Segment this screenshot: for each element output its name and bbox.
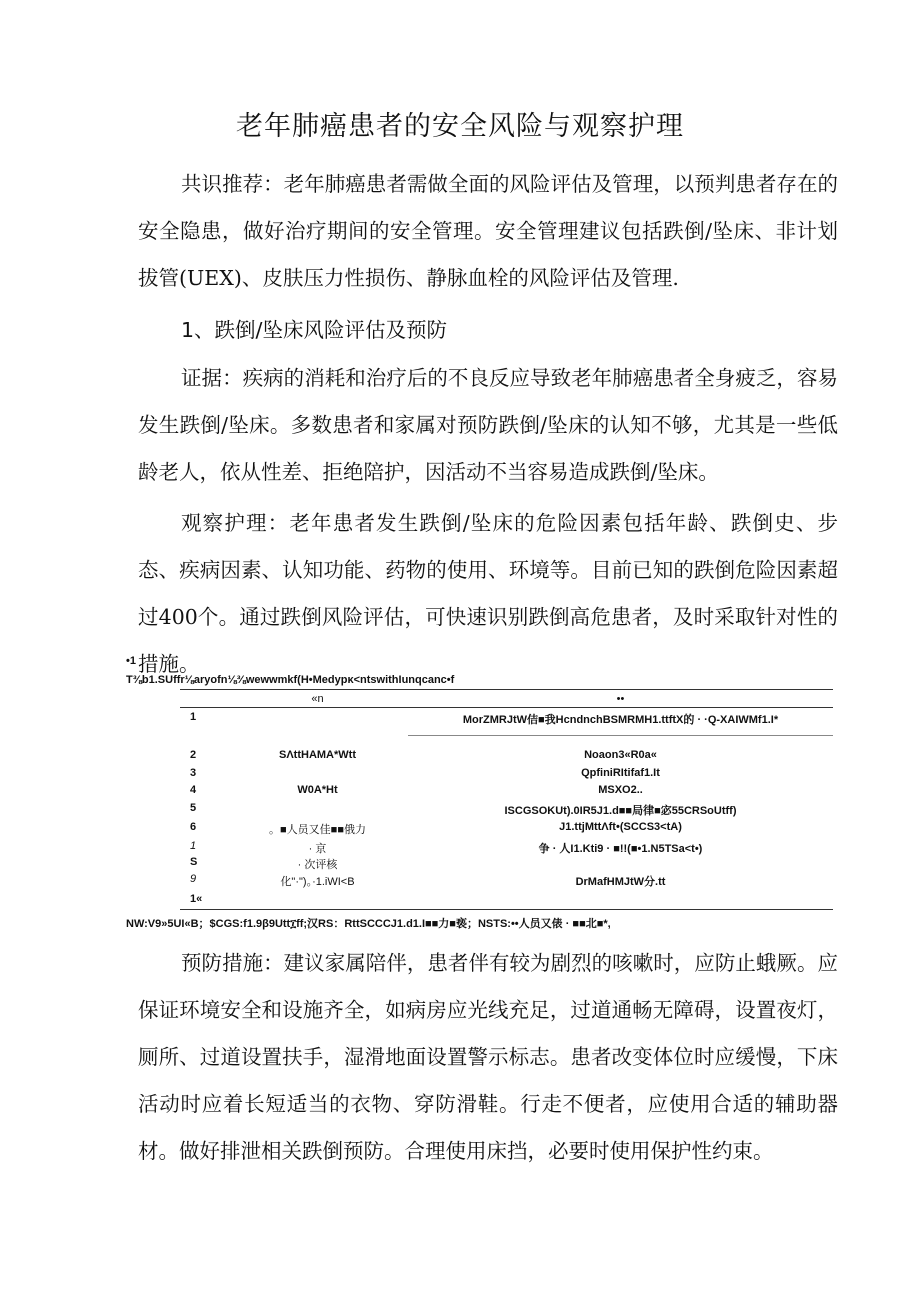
table-row-item: W0A*Ht xyxy=(297,784,338,796)
table-row-num: 5 xyxy=(190,802,197,814)
table-inner-rule xyxy=(408,735,833,736)
table-header-rule xyxy=(180,707,833,708)
table-row-num: 1 xyxy=(190,711,197,723)
table-row-item: · 京 xyxy=(308,843,327,855)
table-footnote: NW:V9»5UI«B；$CGS:f1.9β9Utt፲ff;汉RS：RttSCCCJ1.d1.I■■力■亵；NSTS:••人员又俵 · ■■北■*, xyxy=(126,918,611,930)
table-header-item: «n xyxy=(311,693,324,705)
page-title: 老年肺癌患者的安全风险与观察护理 xyxy=(236,111,684,142)
evidence-paragraph: 证据：疾病的消耗和治疗后的不良反应导致老年肺癌患者全身疲乏，容易发生跌倒/坠床。多数患者和家属对预防跌倒/坠床的认知不够，尤其是一些低龄老人，依从性差、拒绝陪护，因活动不当容易造成跌倒/坠床。 xyxy=(138,366,838,484)
table-row-desc: 争 · 人I1.Kti9 · ■!!(■•1.N5TSa<t•) xyxy=(538,843,703,855)
table-row-desc: Noaon3«R0a« xyxy=(584,749,657,761)
table-bottom-rule xyxy=(180,909,833,910)
section-1-heading: 1、跌倒/坠床风险评估及预防 xyxy=(181,318,447,342)
table-row-num: 9 xyxy=(190,873,197,885)
consensus-paragraph: 共识推荐：老年肺癌患者需做全面的风险评估及管理，以预判患者存在的安全隐患，做好治疗期间的安全管理。安全管理建议包括跌倒/坠床、非计划拔管(UEX)、皮肤压力性损伤、静脉血栓的风险评估及管理. xyxy=(138,172,838,290)
table-row-item: 化"·")。·1.iWI<B xyxy=(280,876,355,888)
table-row-item: SΛttHAMA*Wtt xyxy=(279,749,356,761)
table-row-desc: QpfiniRItifaf1.It xyxy=(581,767,660,779)
prevention-paragraph: 预防措施：建议家属陪伴，患者伴有较为剧烈的咳嗽时，应防止蛾厥。应保证环境安全和设施齐全，如病房应光线充足，过道通畅无障碍，设置夜灯，厕所、过道设置扶手，湿滑地面设置警示标志。患者改变体位时应缓慢，下床活动时应着长短适当的衣物、穿防滑鞋。行走不便者，应使用合适的辅助器材。做好排泄相关跌倒预防。合理使用床挡，必要时使用保护性约束。 xyxy=(138,951,838,1163)
table-caption: T⅜b1.SUffr⅛aryofn⅛⅜wewwmkf(H•Medypκ<ntswithIunqcanc•f xyxy=(126,674,455,686)
table-header-desc: •• xyxy=(616,693,625,705)
table-row-num: 1« xyxy=(190,893,203,905)
table-row-desc: ISCGSOKUt).0IR5J1.d■■局律■宓55CRSoUtff) xyxy=(504,805,737,817)
table-row-num: 6 xyxy=(190,821,197,833)
table-row-item: 。■人员又佳■■俄力 xyxy=(269,824,366,836)
table-top-rule xyxy=(180,689,833,690)
table-row-item: · 次评核 xyxy=(297,859,338,871)
table-row-num: S xyxy=(190,856,198,868)
table-row-desc: MorZMRJtW佶■我HcndnchBSMRMH1.ttftX的 · ·Q-XAIWMf1.I* xyxy=(462,714,779,726)
table-label: •1 xyxy=(126,655,136,667)
table-row-desc: J1.ttjMttΛft•(SCCS3<tA) xyxy=(559,821,682,833)
table-row-num: 3 xyxy=(190,767,197,779)
table-row-desc: MSXO2.. xyxy=(598,784,643,796)
table-row-desc: DrMafHMJtW分.tt xyxy=(575,876,666,888)
observation-paragraph: 观察护理：老年患者发生跌倒/坠床的危险因素包括年龄、跌倒史、步态、疾病因素、认知功能、药物的使用、环境等。目前已知的跌倒危险因素超过400个。通过跌倒风险评估，可快速识别跌倒高危患者，及时采取针对性的措施。 xyxy=(138,511,838,676)
table-row-num: 4 xyxy=(190,784,197,796)
table-row-num: 2 xyxy=(190,749,197,761)
table-row-num: 1 xyxy=(190,840,197,852)
